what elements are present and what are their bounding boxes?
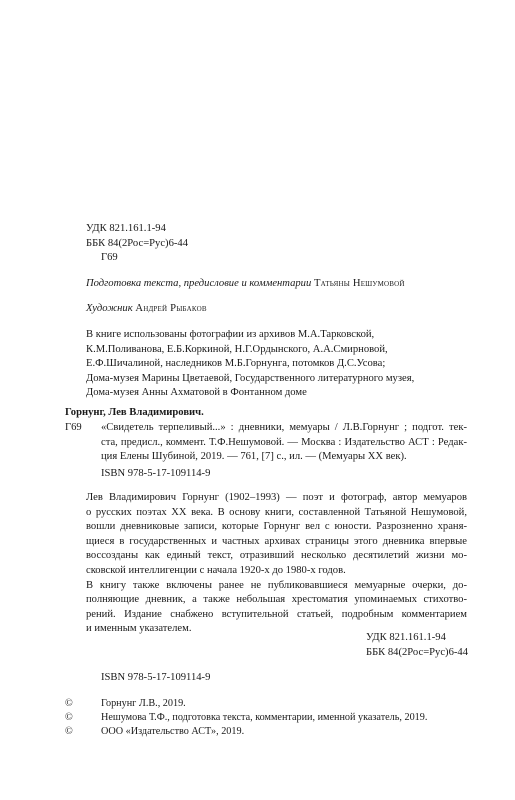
copyright-text: ООО «Издательство АСТ», 2019. <box>101 726 245 737</box>
annotation-line: и именным указателем. <box>86 623 192 635</box>
copyright-text: Нешумова Т.Ф., подготовка текста, комментарии, именной указатель, 2019. <box>101 712 428 723</box>
catalog-line: ста, предисл., коммент. Т.Ф.Нешумовой. — Москва : Издательство АСТ : Редак- <box>101 436 467 448</box>
credit-role: Подготовка текста, предисловие и комментарии <box>86 278 312 289</box>
catalog-author: Горнунг, Лев Владимирович. <box>65 407 204 418</box>
udk-code: УДК 821.161.1-94 <box>86 223 166 234</box>
annotation-line: вошли дневниковые записи, которые Горнунг вел с юности. Разрозненно храня- <box>86 521 467 533</box>
copyright-line <box>65 697 186 712</box>
copyright-text: Горнунг Л.В., 2019. <box>101 698 186 709</box>
annotation-line: рений. Издание снабжено вступительной статьей, подробным комментарием <box>86 608 467 620</box>
annotation-line: полняющие дневник, а также небольшая хрестоматия упоминаемых стихотво- <box>86 594 467 606</box>
bbk-code: ББК 84(2Рос=Рус)6-44 <box>86 237 189 249</box>
annotation-line: щиеся в государственных и частных архивах страницы этого дневника впервые <box>86 535 467 547</box>
bbk-code: ББК 84(2Рос=Рус)6-44 <box>366 646 469 658</box>
catalog-line: «Свидетель терпеливый...» : дневники, мемуары / Л.В.Горнунг ; подгот. тек- <box>101 422 467 433</box>
photo-sources-line: В книге использованы фотографии из архивов М.А.Тарковской, <box>86 329 375 340</box>
classification-block-bottom <box>366 631 468 660</box>
isbn-bottom: ISBN 978-5-17-109114-9 <box>101 672 211 683</box>
annotation-line: о русских поэтах ХХ века. В основу книги, составленной Татьяной Нешумовой, <box>86 506 467 518</box>
credit-name: Татьяны Нешумовой <box>313 278 405 289</box>
photo-sources-line: Дома-музея Марины Цветаевой, Государственного литературного музея, <box>86 372 415 384</box>
copyright-symbol: © <box>65 698 73 709</box>
photo-sources <box>86 328 466 401</box>
credit-name: Андрей Рыбаков <box>135 303 207 314</box>
photo-sources-line: Дома-музея Анны Ахматовой в Фонтанном доме <box>86 387 307 399</box>
annotation-line: Лев Владимирович Горнунг (1902–1993) — поэт и фотограф, автор мемуаров <box>86 492 467 503</box>
copyright-symbol: © <box>65 726 73 737</box>
copyright-line <box>65 711 427 726</box>
catalog-line: ция Елены Шубиной, 2019. — 761, [7] с., ил. — (Мемуары ХХ век). <box>101 451 407 463</box>
udk-code: УДК 821.161.1-94 <box>366 632 446 643</box>
isbn-top: ISBN 978-5-17-109114-9 <box>101 468 211 479</box>
annotation <box>86 491 467 637</box>
photo-sources-line: К.М.Поливанова, Е.Б.Коркиной, Н.Г.Ордынского, А.А.Смирновой, <box>86 343 388 355</box>
artist-credit <box>86 302 207 317</box>
copyright-line <box>65 725 244 740</box>
annotation-line: воссозданы как единый текст, отразивший несколько десятилетий жизни мо- <box>86 550 467 562</box>
credit-role: Художник <box>86 303 133 314</box>
catalog-author-mark: Г69 <box>65 422 82 433</box>
text-preparation-credit <box>86 277 405 292</box>
copyright-symbol: © <box>65 712 73 723</box>
catalog-description <box>101 421 467 465</box>
annotation-line: В книгу также включены ранее не публиковавшиеся мемуарные очерки, до- <box>86 579 467 591</box>
annotation-line: сковской интеллигенции с начала 1920-х до 1980-х годов. <box>86 564 346 576</box>
photo-sources-line: Е.Ф.Шичалиной, наследников М.Б.Горнунга, потомков Д.С.Усова; <box>86 358 386 370</box>
classification-block-top <box>86 222 188 251</box>
author-mark: Г69 <box>101 252 118 263</box>
